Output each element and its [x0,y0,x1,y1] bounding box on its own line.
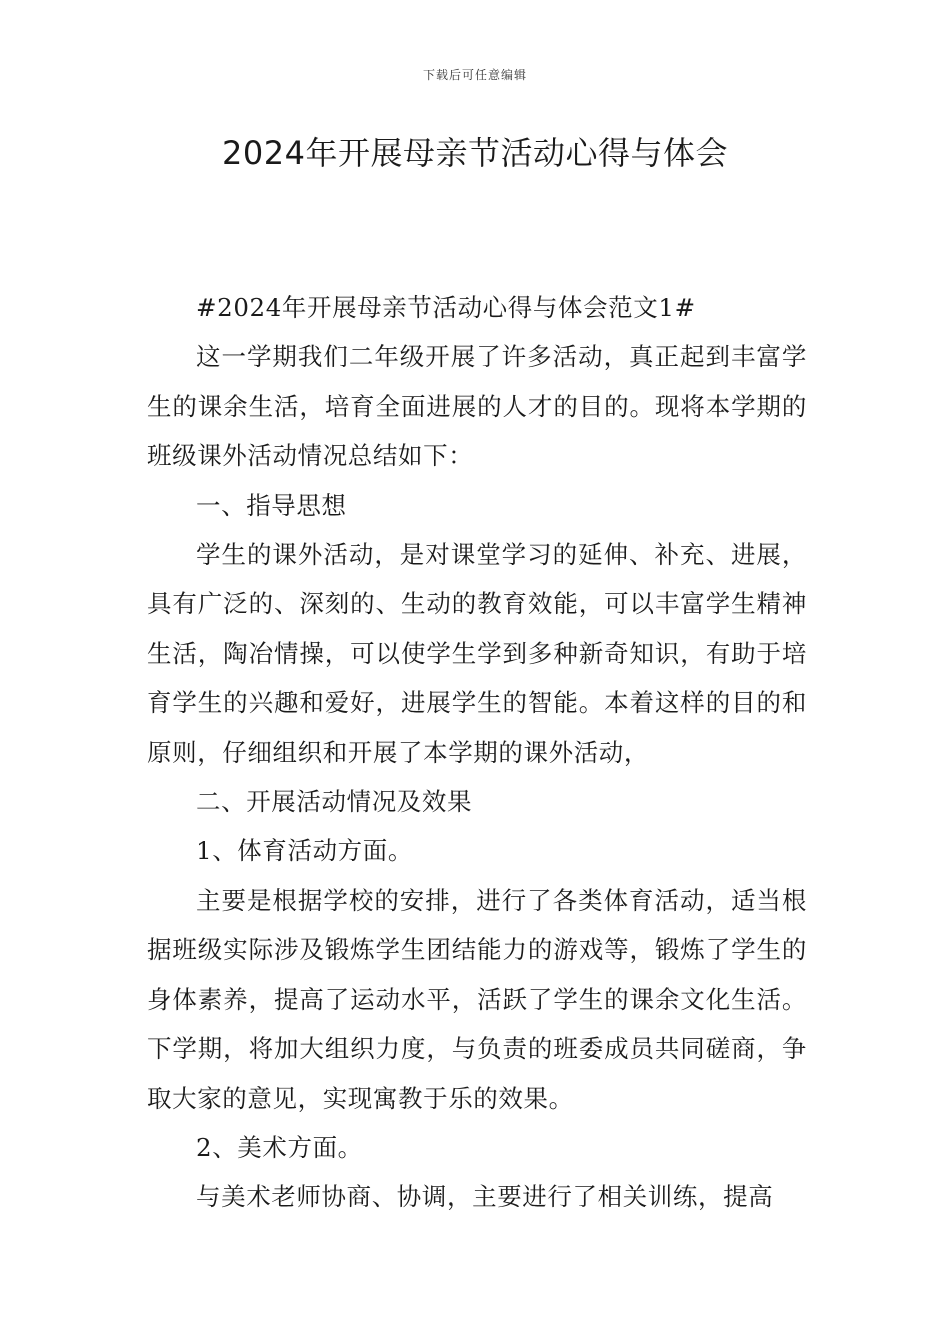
page-header-note: 下载后可任意编辑 [422,68,527,82]
paragraph-guiding-idea: 学生的课外活动，是对课堂学习的延伸、补充、进展，具有广泛的、深刻的、生动的教育效能，可以丰富学生精神生活，陶冶情操，可以使学生学到多种新奇知识，有助于培育学生的兴趣和爱好，进展学生的智能。本着这样的目的和原则，仔细组织和开展了本学期的课外活动， [147,540,807,767]
document-title: 2024年开展母亲节活动心得与体会 [222,134,728,172]
paragraph-sports: 主要是根据学校的安排，进行了各类体育活动，适当根据班级实际涉及锻炼学生团结能力的游戏等，锻炼了学生的身体素养，提高了运动水平，活跃了学生的课余文化生活。下学期，将加大组织力度，与负责的班委成员共同磋商，争取大家的意见，实现寓教于乐的效果。 [147,885,807,1113]
paragraph-intro: 这一学期我们二年级开展了许多活动，真正起到丰富学生的课余生活，培育全面进展的人才的目的。现将本学期的班级课外活动情况总结如下： [147,342,807,471]
paragraph-art: 与美术老师协商、协调，主要进行了相关训练，提高 [196,1182,774,1212]
paragraph-subtitle: #2024年开展母亲节活动心得与体会范文1# [196,293,696,322]
subsection-heading-sports: 1、体育活动方面。 [196,836,413,866]
subsection-heading-art: 2、美术方面。 [196,1132,363,1162]
section-heading-activities: 二、开展活动情况及效果 [196,787,473,817]
document-body [147,283,807,1222]
section-heading-guiding-idea: 一、指导思想 [196,490,347,520]
